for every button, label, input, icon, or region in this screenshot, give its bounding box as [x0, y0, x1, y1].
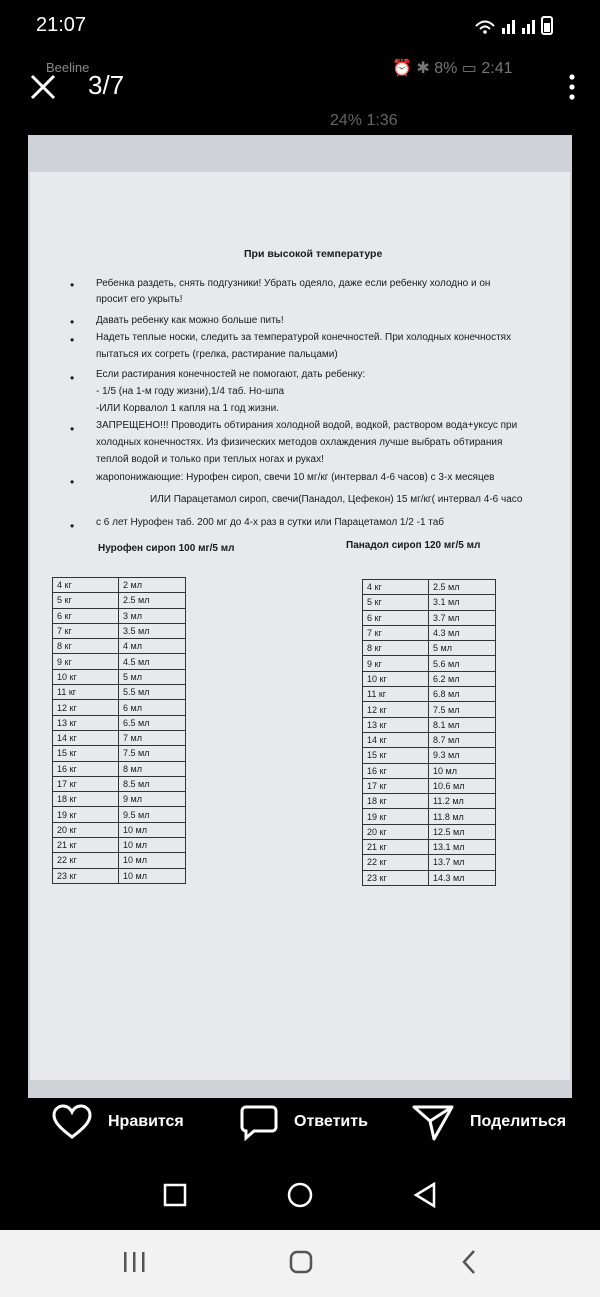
- panadol-dose-table: [362, 579, 496, 886]
- weight-cell: 17 кг: [363, 778, 429, 793]
- dose-cell: 7.5 мл: [119, 746, 186, 761]
- dose-cell: 9.5 мл: [119, 807, 186, 822]
- table-row: [363, 717, 496, 732]
- dose-cell: 2 мл: [119, 578, 186, 593]
- weight-cell: 16 кг: [53, 761, 119, 776]
- table-row: [363, 641, 496, 656]
- dose-cell: 6.5 мл: [119, 715, 186, 730]
- weight-cell: 6 кг: [53, 608, 119, 623]
- weight-cell: 16 кг: [363, 763, 429, 778]
- weight-cell: 6 кг: [363, 610, 429, 625]
- table-row: [53, 776, 186, 791]
- dose-cell: 4 мл: [119, 639, 186, 654]
- table-row: [53, 730, 186, 745]
- table-row: [363, 855, 496, 870]
- dose-cell: 13.1 мл: [429, 840, 496, 855]
- doc-line: теплой водой и только при теплых ногах и руках!: [96, 454, 324, 465]
- dose-cell: 5 мл: [119, 669, 186, 684]
- table-row: [363, 687, 496, 702]
- weight-cell: 13 кг: [363, 717, 429, 732]
- table-row: [363, 580, 496, 595]
- nurofen-heading: Нурофен сироп 100 мг/5 мл: [98, 543, 235, 554]
- table-row: [53, 623, 186, 638]
- recents-icon[interactable]: [165, 1185, 185, 1205]
- weight-cell: 13 кг: [53, 715, 119, 730]
- weight-cell: 4 кг: [53, 578, 119, 593]
- table-row: [363, 595, 496, 610]
- document-title: При высокой температуре: [244, 248, 383, 260]
- dose-cell: 7 мл: [119, 730, 186, 745]
- home-icon[interactable]: [291, 1252, 311, 1272]
- panadol-heading: Панадол сироп 120 мг/5 мл: [346, 540, 481, 551]
- like-button[interactable]: [52, 1100, 184, 1144]
- weight-cell: 11 кг: [363, 687, 429, 702]
- table-row: [363, 656, 496, 671]
- heart-icon: [52, 1104, 92, 1140]
- dose-cell: 8 мл: [119, 761, 186, 776]
- close-icon[interactable]: [26, 70, 60, 104]
- table-row: [53, 685, 186, 700]
- weight-cell: 20 кг: [363, 824, 429, 839]
- table-row: [363, 870, 496, 885]
- doc-line: Давать ребенку как можно больше пить!: [96, 315, 284, 326]
- status-time: 21:07: [36, 14, 87, 36]
- dose-cell: 10.6 мл: [429, 778, 496, 793]
- dose-cell: 5.5 мл: [119, 685, 186, 700]
- image-counter: 3/7: [88, 70, 125, 100]
- share-label: Поделиться: [470, 1113, 567, 1130]
- weight-cell: 22 кг: [53, 853, 119, 868]
- dose-cell: 2.5 мл: [429, 580, 496, 595]
- dose-cell: 3.7 мл: [429, 610, 496, 625]
- recents-icon[interactable]: [124, 1252, 145, 1272]
- share-button[interactable]: [412, 1100, 566, 1144]
- dose-cell: 14.3 мл: [429, 870, 496, 885]
- weight-cell: 23 кг: [53, 868, 119, 883]
- weight-cell: 5 кг: [363, 595, 429, 610]
- weight-cell: 17 кг: [53, 776, 119, 791]
- table-row: [53, 746, 186, 761]
- dose-cell: 2.5 мл: [119, 593, 186, 608]
- table-row: [363, 625, 496, 640]
- weight-cell: 15 кг: [363, 748, 429, 763]
- table-row: [363, 778, 496, 793]
- table-row: [363, 809, 496, 824]
- weight-cell: 20 кг: [53, 822, 119, 837]
- weight-cell: 5 кг: [53, 593, 119, 608]
- dose-cell: 8.1 мл: [429, 717, 496, 732]
- dose-cell: 10 мл: [119, 838, 186, 853]
- table-row: [363, 824, 496, 839]
- doc-line: с 6 лет Нурофен таб. 200 мг до 4-х раз в сутки или Парацетамол 1/2 -1 таб: [96, 517, 445, 528]
- weight-cell: 18 кг: [363, 794, 429, 809]
- weight-cell: 21 кг: [53, 838, 119, 853]
- dose-cell: 7.5 мл: [429, 702, 496, 717]
- table-row: [53, 608, 186, 623]
- more-vertical-icon[interactable]: [560, 70, 584, 104]
- weight-cell: 15 кг: [53, 746, 119, 761]
- weight-cell: 18 кг: [53, 792, 119, 807]
- send-icon: [412, 1103, 454, 1141]
- nurofen-dose-table: [52, 577, 186, 884]
- table-row: [363, 763, 496, 778]
- table-row: [363, 732, 496, 747]
- table-row: [53, 868, 186, 883]
- table-row: [53, 822, 186, 837]
- doc-line: - 1/5 (на 1-м году жизни),1/4 таб. Но-шпа: [96, 386, 285, 397]
- doc-line: просит его укрыть!: [96, 294, 183, 305]
- table-row: [363, 748, 496, 763]
- table-row: [363, 702, 496, 717]
- system-navigation-bar: [0, 1230, 600, 1297]
- dose-cell: 4.3 мл: [429, 625, 496, 640]
- dose-cell: 10 мл: [429, 763, 496, 778]
- photo-status-text: ⏰ ✱ 8% ▭ 2:41: [392, 60, 513, 77]
- doc-line: ЗАПРЕЩЕНО!!! Проводить обтирания холодной водой, водкой, раствором вода+уксус при: [96, 420, 518, 431]
- document-sheet: При высокой температуре • Ребенка раздеть, снять подгузники! Убрать одеяло, даже если ребенку холодно и он просит его укрыть! • Давать ребенку как можно больше пить! • Надеть теплые носки, следить за температурой конечностей. При холодных конечностях пытаться их согреть (грелка, растирание пальцами) • Если растирания конечностей не помогают, дать ребенку: - 1/5 (на 1-м году жизни),1/4 таб. Но-шпа -ИЛИ Корвалол 1 капля на 1 год жизни. • ЗАПРЕЩЕНО!!! Проводить обтирания холодной водой, водкой, раствором вода+уксус при холодных конечностях. Из физических методов охлаждения лучше выбрать обтирания теплой водой и только при теплых ногах и руках! • жаропонижающие: Нурофен сироп, свечи 10 мг/кг (интервал 4-6 часов) с 3-х месяцев ИЛИ Парацетамол сироп, свечи(Панадол, Цефекон) 15 мг/кг( интервал 4-6 часо • с 6 лет Нурофен таб. 200 мг до 4-х раз в сутки или Парацетамол 1/2 -1 таб Нурофен сироп 100 мг/5 мл Панадол сироп 120 мг/5 мл 4 кг 2 мл 5 кг 2.5 мл 6 кг 3 мл 7 кг 3.5 мл 8 кг 4 мл 9 кг 4.5 мл 10 кг 5 мл 11 кг 5.5 мл 12 кг 6 мл 13 кг 6.5 мл 14 кг 7 мл 15 кг 7.5 мл 16 кг 8 мл 17 кг 8.5 мл 18 кг 9 мл 19 кг 9.5 мл 20 кг 10 мл 21 кг 10 мл 22 кг 10 мл 23 кг 10 мл 4 кг 2.5 мл 5 кг 3.1 мл 6 кг 3.7 мл 7 кг 4.3 мл 8 кг 5 мл 9 кг 5.6 мл 10 кг 6.2 мл 11 кг 6.8 мл 12 кг 7.5 мл 13 кг 8.1 мл 14 кг 8.7 мл 15 кг 9.3 мл 16 кг 10 мл 17 кг 10.6 мл 18 кг 11.2 мл 19 кг 11.8 мл 20 кг 12.5 мл 21 кг 13.1 мл 22 кг 13.7 мл 23 кг 14.3 мл: [30, 172, 570, 1080]
- dose-cell: 6 мл: [119, 700, 186, 715]
- table-row: [53, 639, 186, 654]
- reply-button[interactable]: [240, 1100, 368, 1144]
- table-row: [363, 794, 496, 809]
- table-row: [53, 838, 186, 853]
- table-row: [53, 792, 186, 807]
- dose-cell: 9.3 мл: [429, 748, 496, 763]
- back-icon[interactable]: [464, 1251, 474, 1273]
- doc-line: Надеть теплые носки, следить за температурой конечностей. При холодных конечностях: [96, 332, 512, 343]
- table-row: [53, 669, 186, 684]
- weight-cell: 12 кг: [363, 702, 429, 717]
- signal-wifi-battery-icons: [474, 14, 564, 36]
- weight-cell: 8 кг: [363, 641, 429, 656]
- doc-line: холодных конечностях. Из физических методов охлаждения лучше выбрать обтирания: [96, 437, 503, 448]
- weight-cell: 21 кг: [363, 840, 429, 855]
- dose-cell: 10 мл: [119, 868, 186, 883]
- dose-cell: 6.8 мл: [429, 687, 496, 702]
- dose-cell: 11.8 мл: [429, 809, 496, 824]
- home-icon[interactable]: [289, 1184, 311, 1206]
- dose-cell: 8.5 мл: [119, 776, 186, 791]
- table-row: [53, 578, 186, 593]
- weight-cell: 10 кг: [363, 671, 429, 686]
- dose-cell: 10 мл: [119, 853, 186, 868]
- weight-cell: 23 кг: [363, 870, 429, 885]
- weight-cell: 10 кг: [53, 669, 119, 684]
- weight-cell: 12 кг: [53, 700, 119, 715]
- dose-cell: 5.6 мл: [429, 656, 496, 671]
- doc-line: жаропонижающие: Нурофен сироп, свечи 10 мг/кг (интервал 4-6 часов) с 3-х месяцев: [96, 472, 495, 483]
- weight-cell: 14 кг: [53, 730, 119, 745]
- dose-cell: 5 мл: [429, 641, 496, 656]
- weight-cell: 19 кг: [363, 809, 429, 824]
- comment-icon: [240, 1103, 278, 1141]
- weight-cell: 14 кг: [363, 732, 429, 747]
- dose-cell: 8.7 мл: [429, 732, 496, 747]
- weight-cell: 22 кг: [363, 855, 429, 870]
- inner-navigation-bar: [0, 1160, 600, 1230]
- reply-label: Ответить: [294, 1113, 368, 1130]
- dose-cell: 3.5 мл: [119, 623, 186, 638]
- doc-line: пытаться их согреть (грелка, растирание пальцами): [96, 349, 338, 360]
- table-row: [53, 761, 186, 776]
- doc-line: ИЛИ Парацетамол сироп, свечи(Панадол, Цефекон) 15 мг/кг( интервал 4-6 часо: [150, 494, 523, 505]
- weight-cell: 19 кг: [53, 807, 119, 822]
- table-row: [53, 593, 186, 608]
- table-row: [363, 671, 496, 686]
- dose-cell: 3 мл: [119, 608, 186, 623]
- photo-status-row2: 24% 1:36: [330, 112, 398, 129]
- table-row: [53, 807, 186, 822]
- dose-cell: 10 мл: [119, 822, 186, 837]
- back-icon[interactable]: [416, 1184, 434, 1206]
- table-row: [53, 715, 186, 730]
- doc-line: Ребенка раздеть, снять подгузники! Убрать одеяло, даже если ребенку холодно и он: [96, 278, 491, 289]
- table-row: [53, 700, 186, 715]
- dose-cell: 4.5 мл: [119, 654, 186, 669]
- dose-cell: 6.2 мл: [429, 671, 496, 686]
- doc-line: Если растирания конечностей не помогают, дать ребенку:: [96, 369, 366, 380]
- weight-cell: 7 кг: [53, 623, 119, 638]
- doc-line: -ИЛИ Корвалол 1 капля на 1 год жизни.: [96, 403, 279, 414]
- dose-cell: 13.7 мл: [429, 855, 496, 870]
- dose-cell: 3.1 мл: [429, 595, 496, 610]
- weight-cell: 11 кг: [53, 685, 119, 700]
- dose-cell: 9 мл: [119, 792, 186, 807]
- like-label: Нравится: [108, 1113, 184, 1130]
- photo-operator-text: Beeline: [46, 60, 90, 75]
- table-row: [53, 654, 186, 669]
- dose-cell: 11.2 мл: [429, 794, 496, 809]
- weight-cell: 8 кг: [53, 639, 119, 654]
- weight-cell: 7 кг: [363, 625, 429, 640]
- dose-cell: 12.5 мл: [429, 824, 496, 839]
- weight-cell: 9 кг: [363, 656, 429, 671]
- table-row: [363, 610, 496, 625]
- status-bar: [0, 0, 600, 50]
- weight-cell: 9 кг: [53, 654, 119, 669]
- table-row: [363, 840, 496, 855]
- table-row: [53, 853, 186, 868]
- weight-cell: 4 кг: [363, 580, 429, 595]
